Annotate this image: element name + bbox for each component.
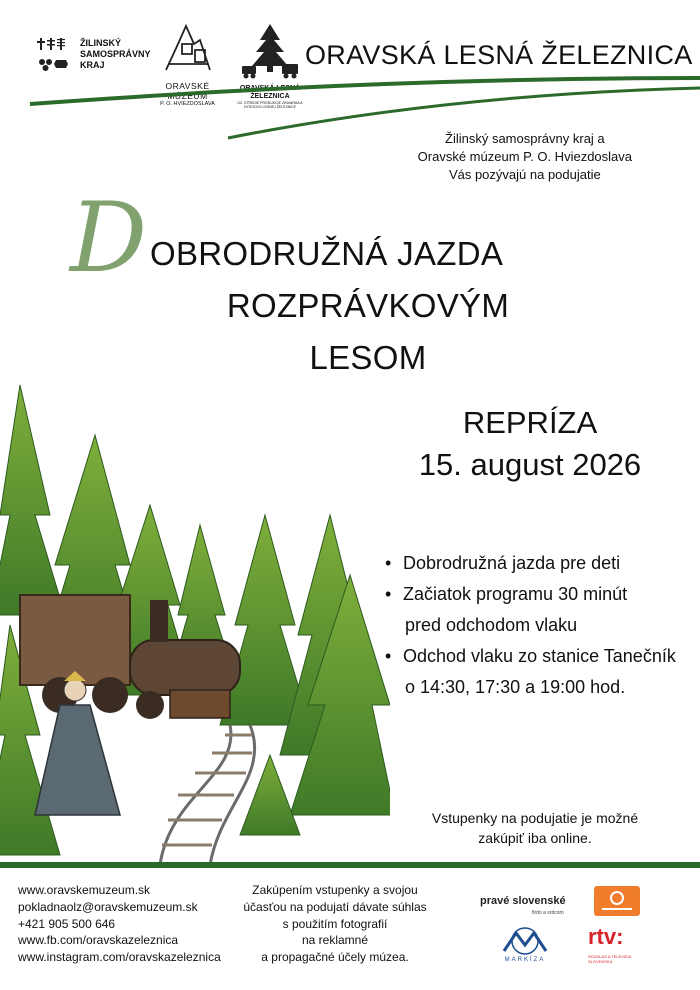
- repriza-block: [400, 402, 660, 486]
- detail-item: • Dobrodružná jazda pre deti: [385, 548, 685, 579]
- muzeum-name: ORAVSKÉ MÚZEUM: [165, 81, 210, 101]
- detail-item: pred odchodom vlaku: [405, 615, 578, 635]
- forest-train-illustration: [0, 375, 390, 865]
- title-line: OBRODRUŽNÁ JAZDA: [150, 235, 504, 272]
- tickets-note: Vstupenky na podujatie je možné zakúpiť iba online.: [431, 810, 639, 846]
- header-title: ORAVSKÁ LESNÁ ŽELEZNICA: [305, 40, 693, 70]
- muzeum-sub: P. O. HVIEZDOSLAVA: [160, 101, 215, 107]
- instagram-link[interactable]: www.instagram.com/oravskazeleznica: [18, 950, 221, 965]
- partner-orange-logo: [594, 886, 640, 916]
- olz-logo-sub: ÚZ. STREDIE PRODUKCIE ZRANENIA A HYSOCKO LESNEJ ŽELEZNICE: [237, 101, 303, 109]
- consent-text: Zakúpením vstupenky a svojou účasťou na podujatí dávate súhlas s použitím fotografií na reklamné a propagačné účely múzea.: [243, 883, 427, 965]
- detail-item: • Odchod vlaku zo stanice Tanečník: [385, 641, 685, 672]
- rail-track: [160, 725, 255, 865]
- markiza-logo: MARKÍZA: [494, 925, 556, 965]
- contact-list: [18, 882, 221, 966]
- kraj-name: ŽILINSKÝ SAMOSPRÁVNY KRAJ: [80, 38, 151, 70]
- email-link[interactable]: pokladnaolz@oravskemuzeum.sk: [18, 899, 198, 914]
- detail-item: • Začiatok programu 30 minút: [385, 579, 685, 610]
- phone-number[interactable]: +421 905 500 646: [18, 916, 116, 931]
- markiza-icon: [494, 925, 556, 957]
- title-line: LESOM: [309, 339, 427, 376]
- website-link[interactable]: www.oravskemuzeum.sk: [18, 883, 151, 897]
- facebook-link[interactable]: www.fb.com/oravskazeleznica: [18, 933, 179, 948]
- detail-item: o 14:30, 17:30 a 19:00 hod.: [405, 677, 626, 697]
- event-details: [385, 548, 685, 703]
- repriza-date: 15. august 2026: [418, 447, 642, 482]
- prave-slovenske-logo: pravé slovenské firdo a srdcom: [480, 895, 566, 916]
- title-initial: D: [70, 182, 147, 294]
- olz-logo-name: ORAVSKÁ LESNÁ ŽELEZNICA: [239, 85, 301, 100]
- rtv-logo: rtv: ROZHLAS A TELEVÍZIA SLOVENSKA: [588, 924, 632, 964]
- invitation-text: Žilinský samosprávny kraj a Oravské múzeum P. O. Hviezdoslava Vás pozývajú na podujatie: [417, 131, 632, 182]
- footer-divider: [0, 862, 700, 868]
- header-swoosh: [0, 0, 700, 150]
- partner-swirl-icon: [594, 886, 640, 916]
- title-line: ROZPRÁVKOVÝM: [226, 287, 510, 324]
- repriza-label: REPRÍZA: [462, 405, 598, 440]
